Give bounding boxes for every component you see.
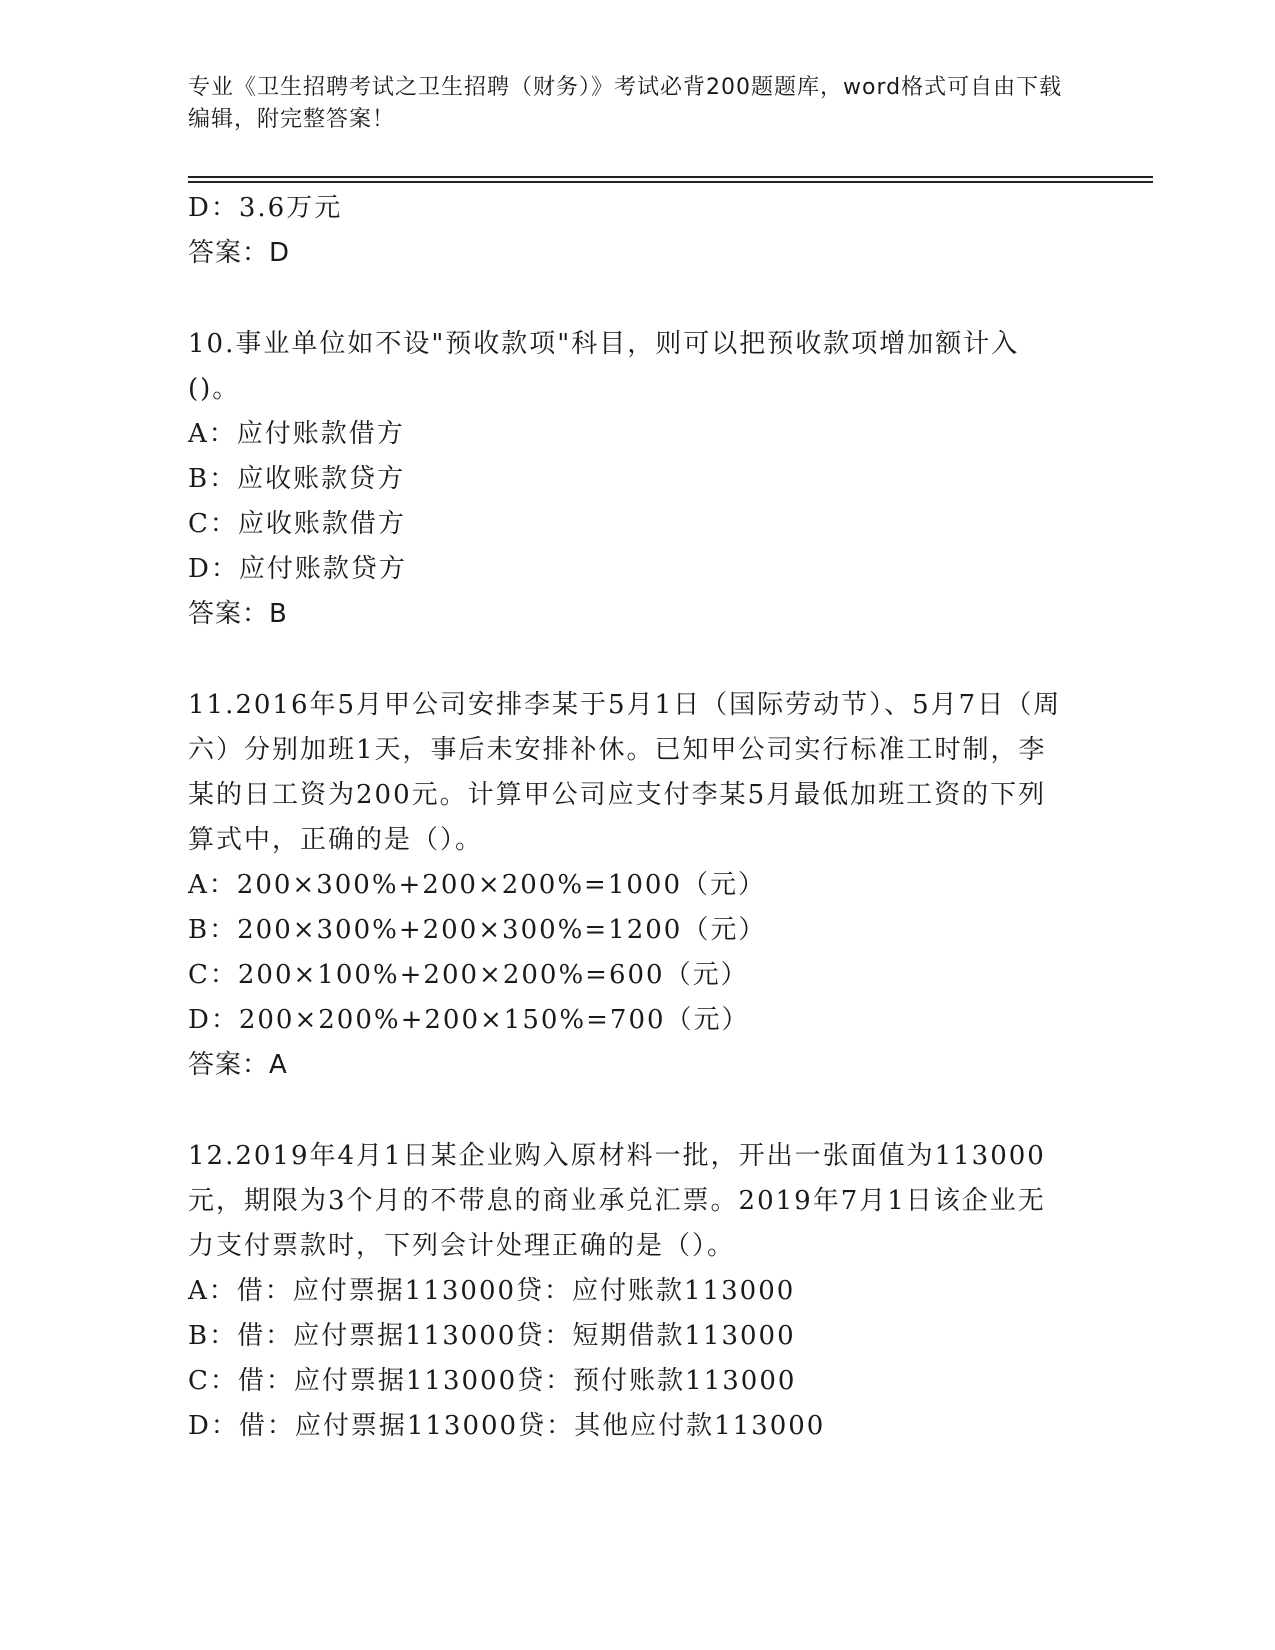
answer-line: 答案：B: [188, 599, 288, 629]
option-a: A：借：应付票据113000贷：应付账款113000: [188, 1276, 796, 1306]
option-a: A：应付账款借方: [188, 419, 405, 449]
answer-line: 答案：D: [188, 238, 291, 268]
answer-line: 答案：A: [188, 1050, 288, 1080]
header-rule-top: [188, 176, 1153, 178]
option-b: B：借：应付票据113000贷：短期借款113000: [188, 1321, 796, 1351]
spacer: [188, 637, 1068, 683]
header-rule-bottom: [188, 181, 1153, 183]
option-d: D：应付账款贷方: [188, 554, 407, 584]
question-block: [188, 1134, 1068, 1449]
option-c: C：200×100%+200×200%=600（元）: [188, 960, 749, 990]
option-d: D：3.6万元: [188, 193, 343, 223]
option-d: D：200×200%+200×150%=700（元）: [188, 1005, 750, 1035]
option-a: A：200×300%+200×200%=1000（元）: [188, 870, 766, 900]
option-b: B：应收账款贷方: [188, 464, 406, 494]
spacer: [188, 276, 1068, 322]
question-stem: 11.2016年5月甲公司安排李某于5月1日（国际劳动节）、5月7日（周六）分别加班1天，事后未安排补休。已知甲公司实行标准工时制，李某的日工资为200元。计算甲公司应支付李某5月最低加班工资的下列算式中，正确的是（）。: [188, 690, 1062, 855]
spacer: [188, 1088, 1068, 1134]
question-stem: 10.事业单位如不设"预收款项"科目，则可以把预收款项增加额计入()。: [188, 329, 1020, 404]
question-block: [188, 683, 1068, 1088]
option-c: C：借：应付票据113000贷：预付账款113000: [188, 1366, 797, 1396]
question-stem: 12.2019年4月1日某企业购入原材料一批，开出一张面值为113000元，期限为3个月的不带息的商业承兑汇票。2019年7月1日该企业无力支付票款时，下列会计处理正确的是（）。: [188, 1141, 1046, 1261]
question-block: [188, 186, 1068, 276]
question-block: [188, 322, 1068, 637]
question-list: [188, 186, 1068, 1449]
option-b: B：200×300%+200×300%=1200（元）: [188, 915, 767, 945]
option-d: D：借：应付票据113000贷：其他应付款113000: [188, 1411, 826, 1441]
page-header: 专业《卫生招聘考试之卫生招聘（财务）》考试必背200题题库，word格式可自由下载编辑，附完整答案！: [188, 75, 1063, 132]
option-c: C：应收账款借方: [188, 509, 406, 539]
